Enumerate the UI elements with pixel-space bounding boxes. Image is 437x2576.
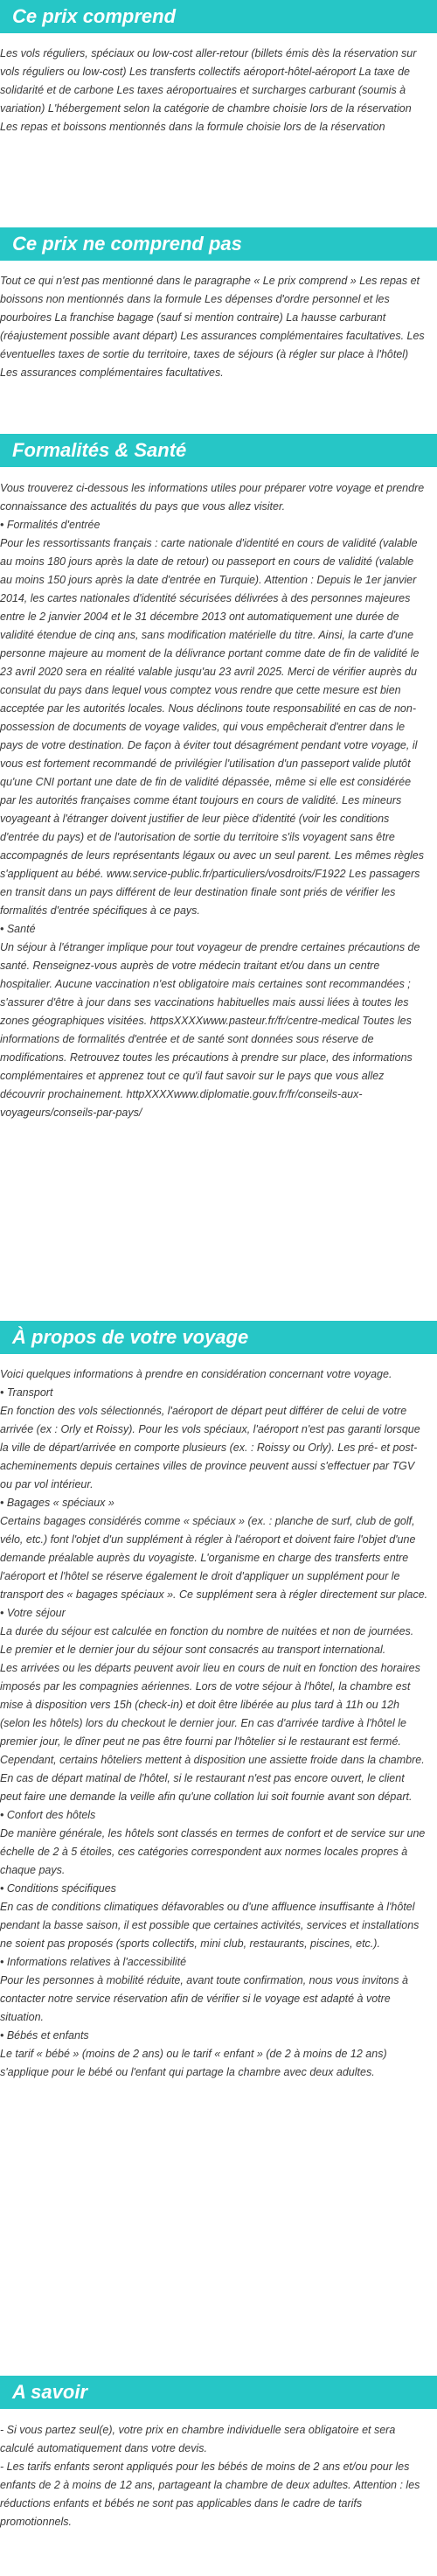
paragraph: - Les tarifs enfants seront appliqués pour les bébés de moins de 2 ans et/ou pour les enfants de 2 à moins de 12 ans, partageant la chambre de deux adultes. Attention : les réductions enfants et bébés ne sont pas applicables dans le cadre de tarifs promotionnels. [0, 2461, 420, 2528]
paragraph: - Si vous partez seul(e), votre prix en chambre individuelle sera obligatoire et sera calculé automatiquement dans votre devis. [0, 2424, 396, 2454]
section-body [0, 1365, 428, 2082]
paragraph: Tout ce qui n'est pas mentionné dans le paragraphe « Le prix comprend » Les repas et boissons non mentionnés dans la formule Les dépenses d'ordre personnel et les pourboires La franchise bagage (sauf si mention contraire) La hausse carburant (réajustement possible avant départ) Les assurances complémentaires facultatives. Les éventuelles taxes de sortie du territoire, taxes de séjours (à régler sur place à l'hôtel) Les assurances complémentaires facultatives. [0, 275, 425, 379]
paragraph: En cas de conditions climatiques défavorables ou d'une affluence insuffisante à l'hôtel pendant la basse saison, il est possible que certaines activités, services et installations ne soient pas proposés (sports collectifs, mini club, restaurants, piscines, etc.). [0, 1901, 420, 1950]
paragraph: Le tarif « bébé » (moins de 2 ans) ou le tarif « enfant » (de 2 à moins de 12 ans) s'applique pour le bébé ou l'enfant qui partage la chambre avec deux adultes. [0, 2048, 387, 2078]
subheading: • Santé [0, 923, 36, 935]
section-title: Ce prix ne comprend pas [12, 233, 242, 255]
subheading: • Bagages « spéciaux » [0, 1497, 114, 1509]
section-body [0, 479, 428, 1122]
subheading: • Informations relatives à l'accessibilité [0, 1956, 187, 1968]
section-title: A savoir [12, 2381, 88, 2403]
section-banner [0, 2376, 437, 2409]
paragraph: Voici quelques informations à prendre en considération concernant votre voyage. [0, 1368, 392, 1380]
section-banner [0, 434, 437, 467]
subheading: • Bébés et enfants [0, 2029, 89, 2042]
section-body [0, 2421, 428, 2531]
section-banner [0, 1321, 437, 1354]
paragraph: Un séjour à l'étranger implique pour tout voyageur de prendre certaines précautions de santé. Renseignez-vous auprès de votre médecin traitant et/ou dans un centre hospitalier. Aucune vaccination n'est obligatoire mais certaines sont recommandées ; s'assurer d'être à jour dans ses vaccinations habituelles mais aussi liées à toutes les zones géographiques visitées. httpsXXXXwww.pasteur.fr/fr/centre-medical Toutes les informations de formalités d'entrée et de santé sont données sous réserve de modifications. Retrouvez toutes les précautions à prendre sur place, des informations complémentaires et apprenez tout ce qu'il faut savoir sur le pays que vous allez découvrir prochainement. httpXXXXwww.diplomatie.gouv.fr/fr/conseils-aux-voyageurs/conseils-par-pays/ [0, 941, 420, 1119]
paragraph: Pour les personnes à mobilité réduite, avant toute confirmation, nous vous invitons à contacter notre service réservation afin de vérifier si le voyage est adapté à votre situation. [0, 1974, 408, 2023]
paragraph: La durée du séjour est calculée en fonction du nombre de nuitées et non de journées. Le premier et le dernier jour du séjour sont consacrés au transport international. [0, 1625, 414, 1656]
section-title: Formalités & Santé [12, 439, 187, 461]
subheading: • Conditions spécifiques [0, 1882, 116, 1895]
subheading: • Votre séjour [0, 1607, 66, 1619]
paragraph: Pour les ressortissants français : carte nationale d'identité en cours de validité (valable au moins 180 jours après la date de retour) ou passeport en cours de validité (valable au moins 150 jours après la date d'entrée en Turquie). Attention : Depuis le 1er janvier 2014, les cartes nationales d'identité sécurisées délivrées à des personnes majeures entre le 2 janvier 2004 et le 31 décembre 2013 ont automatiquement une durée de validité étendue de cinq ans, sans modification matérielle du titre. Ainsi, la carte d'une personne majeure au moment de la délivrance portant comme date de fin de validité le 23 avril 2020 sera en réalité valable jusqu'au 23 avril 2025. Merci de vérifier auprès du consulat du pays dans lequel vous comptez vous rendre que cette mesure est bien acceptée par les autorités locales. Nous déclinons toute responsabilité en cas de non-possession de documents de voyage valides, qui vous empêcherait d'entrer dans le pays de votre destination. De façon à éviter tout désagrément pendant votre voyage, il vous est fortement recommandé de privilégier l'utilisation d'un passeport valide plutôt qu'une CNI portant une date de fin de validité dépassée, même si elle est considérée par les autorités françaises comme étant toujours en cours de validité. Les mineurs voyageant à l'étranger doivent justifier de leur pièce d'identité (voir les conditions d'entrée du pays) et de l'autorisation de sortie du territoire s'ils voyagent sans être accompagnés de leurs représentants légaux ou avec un seul parent. Les mêmes règles s'appliquent au bébé. www.service-public.fr/particuliers/vosdroits/F1922 Les passagers en transit dans un pays différent de leur destination finale sont priés de vérifier les formalités d'entrée spécifiques à ce pays. [0, 537, 425, 917]
subheading: • Transport [0, 1386, 53, 1399]
paragraph: En fonction des vols sélectionnés, l'aéroport de départ peut différer de celui de votre arrivée (ex : Orly et Roissy). Pour les vols spéciaux, l'aéroport n'est pas garanti lorsque la ville de départ/arrivée en comporte plusieurs (ex. : Roissy ou Orly). Les pré- et post- acheminements depuis certaines villes de province peuvent aussi s'effectuer par TGV ou par vol intérieur. [0, 1405, 420, 1490]
paragraph: Les vols réguliers, spéciaux ou low-cost aller-retour (billets émis dès la réservation sur vols réguliers ou low-cost) Les transferts collectifs aéroport-hôtel-aéroport La taxe de solidarité et de carbone Les taxes aéroportuaires et surcharges carburant (soumis à variation) L'hébergement selon la catégorie de chambre choisie lors de la réservation Les repas et boissons mentionnés dans la formule choisie lors de la réservation [0, 47, 417, 133]
section-body [0, 45, 428, 136]
section-banner [0, 0, 437, 33]
subheading: • Formalités d'entrée [0, 519, 101, 531]
section-banner [0, 227, 437, 261]
paragraph: Vous trouverez ci-dessous les informations utiles pour préparer votre voyage et prendre connaissance des actualités du pays que vous allez visiter. [0, 482, 425, 513]
paragraph: Certains bagages considérés comme « spéciaux » (ex. : planche de surf, club de golf, vélo, etc.) font l'objet d'un supplément à régler à l'aéroport et doivent faire l'objet d'une demande préalable auprès du voyagiste. L'organisme en charge des transferts entre l'aéroport et l'hôtel se réserve également le droit d'appliquer un supplément pour le transport des « bagages spéciaux ». Ce supplément sera à régler directement sur place. [0, 1515, 428, 1601]
section-title: À propos de votre voyage [12, 1326, 249, 1348]
subheading: • Confort des hôtels [0, 1809, 96, 1821]
paragraph: Les arrivées ou les départs peuvent avoir lieu en cours de nuit en fonction des horaires imposés par les compagnies aériennes. Lors de votre séjour à l'hôtel, la chambre est mise à disposition vers 15h (check-in) et doit être libérée au plus tard à 11h ou 12h (selon les hôtels) lors du checkout le dernier jour. En cas d'arrivée tardive à l'hôtel le premier jour, le dîner peut ne pas être fourni par l'hôtelier si le restaurant est fermé. Cependant, certains hôteliers mettent à disposition une assiette froide dans la chambre. En cas de départ matinal de l'hôtel, si le restaurant n'est pas encore ouvert, le client peut faire une demande la veille afin qu'une collation lui soit fournie avant son départ. [0, 1662, 425, 1803]
section-body [0, 272, 428, 382]
section-title: Ce prix comprend [12, 5, 177, 27]
paragraph: De manière générale, les hôtels sont classés en termes de confort et de service sur une échelle de 2 à 5 étoiles, ces catégories correspondent aux normes locales propres à chaque pays. [0, 1827, 426, 1876]
